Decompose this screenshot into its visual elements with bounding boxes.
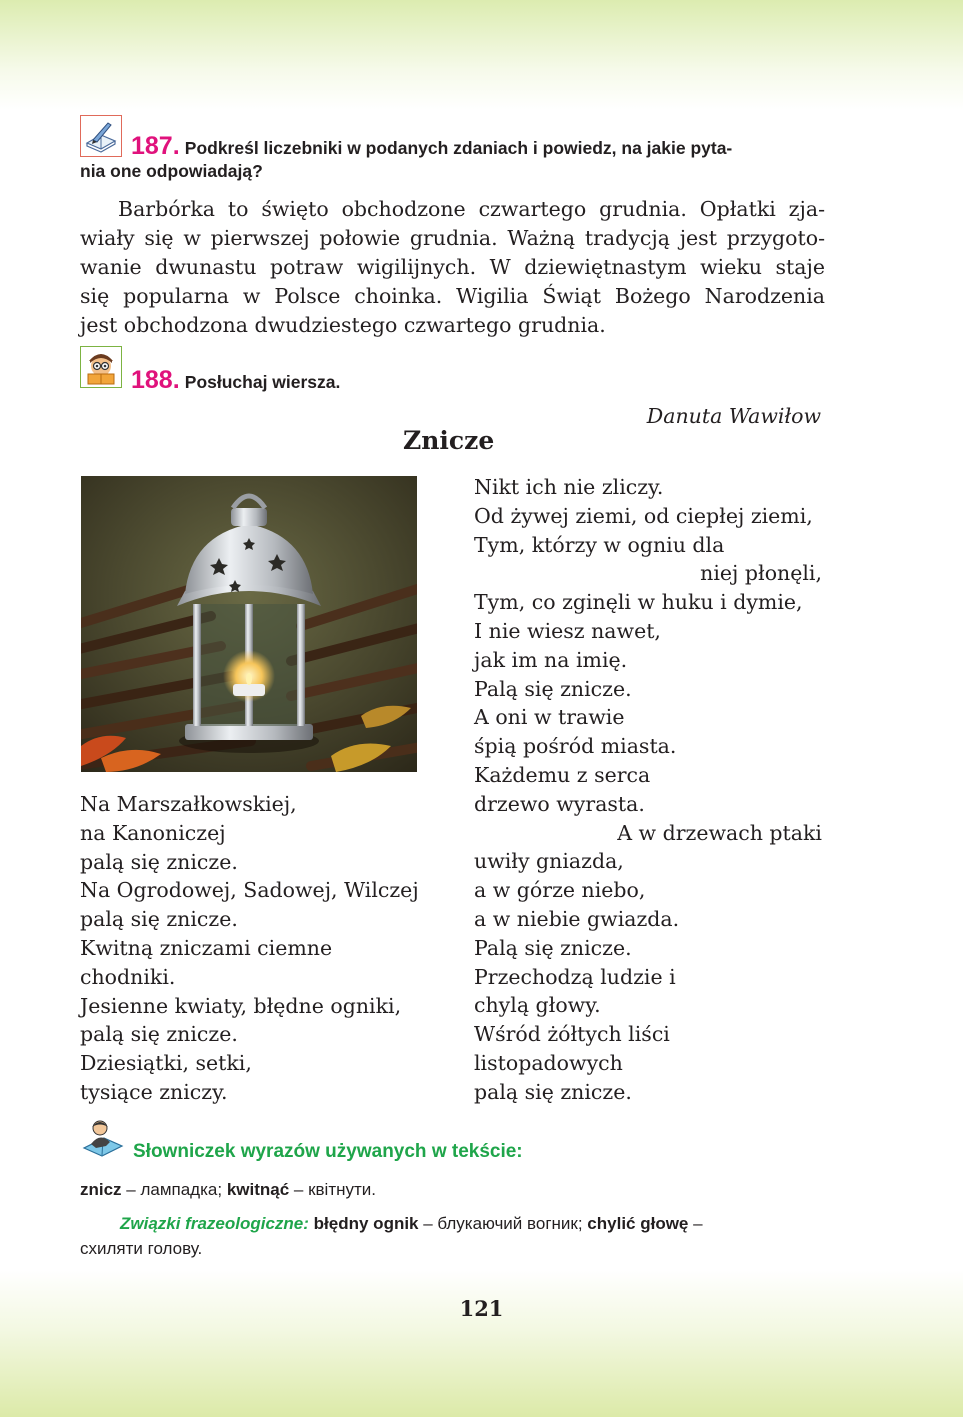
exercise-instruction-continued: nia one odpowiadają? [80, 161, 263, 181]
reading-student-icon [80, 1118, 126, 1160]
poem-line: palą się znicze. [80, 1022, 238, 1047]
poem-line: jak im na imię. [474, 647, 628, 672]
phrase-definition: – [688, 1214, 703, 1233]
poem-line: niej płonęli, [700, 561, 822, 586]
poem-line: a w górze niebo, [474, 878, 646, 903]
phrases-label: Związki frazeologiczne: [120, 1214, 309, 1233]
exercise-number: 188. [131, 366, 180, 394]
exercise-188-heading [131, 366, 340, 395]
poem-line: chodniki. [80, 964, 176, 989]
poem-left-column [80, 790, 419, 1107]
poem-line: A oni w trawie [474, 705, 625, 730]
poem-line: chylą głowy. [474, 993, 601, 1018]
poem-line: Dziesiątki, setki, [80, 1051, 252, 1076]
poem-line: Palą się znicze. [474, 676, 632, 701]
poem-line: Na Marszałkowskiej, [80, 792, 297, 816]
poem-line: na Kanoniczej [80, 820, 226, 845]
glossary-entries [80, 1180, 376, 1200]
exercise-number: 187. [131, 132, 180, 160]
poem-line: uwiły gniazda, [474, 849, 624, 874]
poem-line: palą się znicze. [80, 907, 238, 932]
poem-line: Palą się znicze. [474, 935, 632, 960]
poem-line: listopadowych [474, 1050, 623, 1075]
poem-line: Na Ogrodowej, Sadowej, Wilczej [80, 878, 419, 903]
exercise-instruction: Podkreśl liczebniki w podanych zdaniach i powiedz, na jakie pyta- [184, 138, 733, 158]
phrases-line [120, 1214, 703, 1234]
exercise-instruction: Posłuchaj wiersza. [184, 372, 341, 392]
paragraph-line: Barbórka to święto obchodzone czwartego grudnia. Opłatki zja- [118, 197, 825, 221]
reading-boy-icon [80, 346, 122, 388]
phrase-definition-continued: схиляти голову. [80, 1239, 203, 1258]
poem-author: Danuta Wawiłow [646, 404, 821, 428]
poem-title: Znicze [403, 426, 495, 455]
poem-line: Od żywej ziemi, od ciepłej ziemi, [474, 503, 813, 528]
glossary-term: znicz [80, 1180, 122, 1199]
poem-line: Tym, co zginęli w huku i dymie, [474, 590, 803, 615]
poem-line: Nikt ich nie zliczy. [474, 475, 664, 499]
paragraph-line: wanie dwunastu potraw wigilijnych. W dziewiętnastym wieku staje [80, 255, 825, 279]
poem-right-column [474, 473, 822, 1107]
poem-line: śpią pośród miasta. [474, 734, 677, 759]
lantern-photo [81, 476, 417, 772]
phrase-definition: – блукаючий вогник; [418, 1214, 588, 1233]
page-number: 121 [459, 1296, 504, 1321]
poem-line: palą się znicze. [80, 849, 238, 874]
poem-line: palą się znicze. [474, 1079, 632, 1104]
phrase-term: chylić głowę [587, 1214, 689, 1233]
paragraph-line: jest obchodzona dwudziestego czwartego grudnia. [80, 313, 606, 337]
poem-line: Kwitną zniczami ciemne [80, 935, 333, 960]
exercise-187-paragraph [80, 195, 825, 340]
glossary-definition: – квітнути. [289, 1180, 377, 1199]
poem-line: a w niebie gwiazda. [474, 906, 680, 931]
poem-line: drzewo wyrasta. [474, 791, 645, 816]
paragraph-line: się popularna w Polsce choinka. Wigilia Świąt Bożego Narodzenia [80, 284, 825, 308]
poem-line: Tym, którzy w ogniu dla [474, 532, 725, 557]
phrase-term: błędny ognik [313, 1214, 419, 1233]
poem-line: Przechodzą ludzie i [474, 964, 676, 989]
glossary-title: Słowniczek wyrazów używanych w tekście: [133, 1141, 523, 1162]
poem-line: A w drzewach ptaki [617, 820, 822, 845]
poem-line: Jesienne kwiaty, błędne ogniki, [80, 993, 402, 1018]
exercise-187-heading [131, 132, 732, 161]
glossary-term: kwitnąć [226, 1180, 290, 1199]
glossary-definition: – лампадка; [121, 1180, 227, 1199]
poem-line: tysiące zniczy. [80, 1079, 228, 1104]
poem-line: I nie wiesz nawet, [474, 618, 661, 643]
notebook-pencil-icon [80, 115, 122, 157]
poem-line: Wśród żółtych liści [474, 1022, 670, 1047]
poem-line: Każdemu z serca [474, 762, 651, 787]
paragraph-line: wiały się w pierwszej połowie grudnia. Ważną tradycją jest przygoto- [80, 226, 825, 250]
